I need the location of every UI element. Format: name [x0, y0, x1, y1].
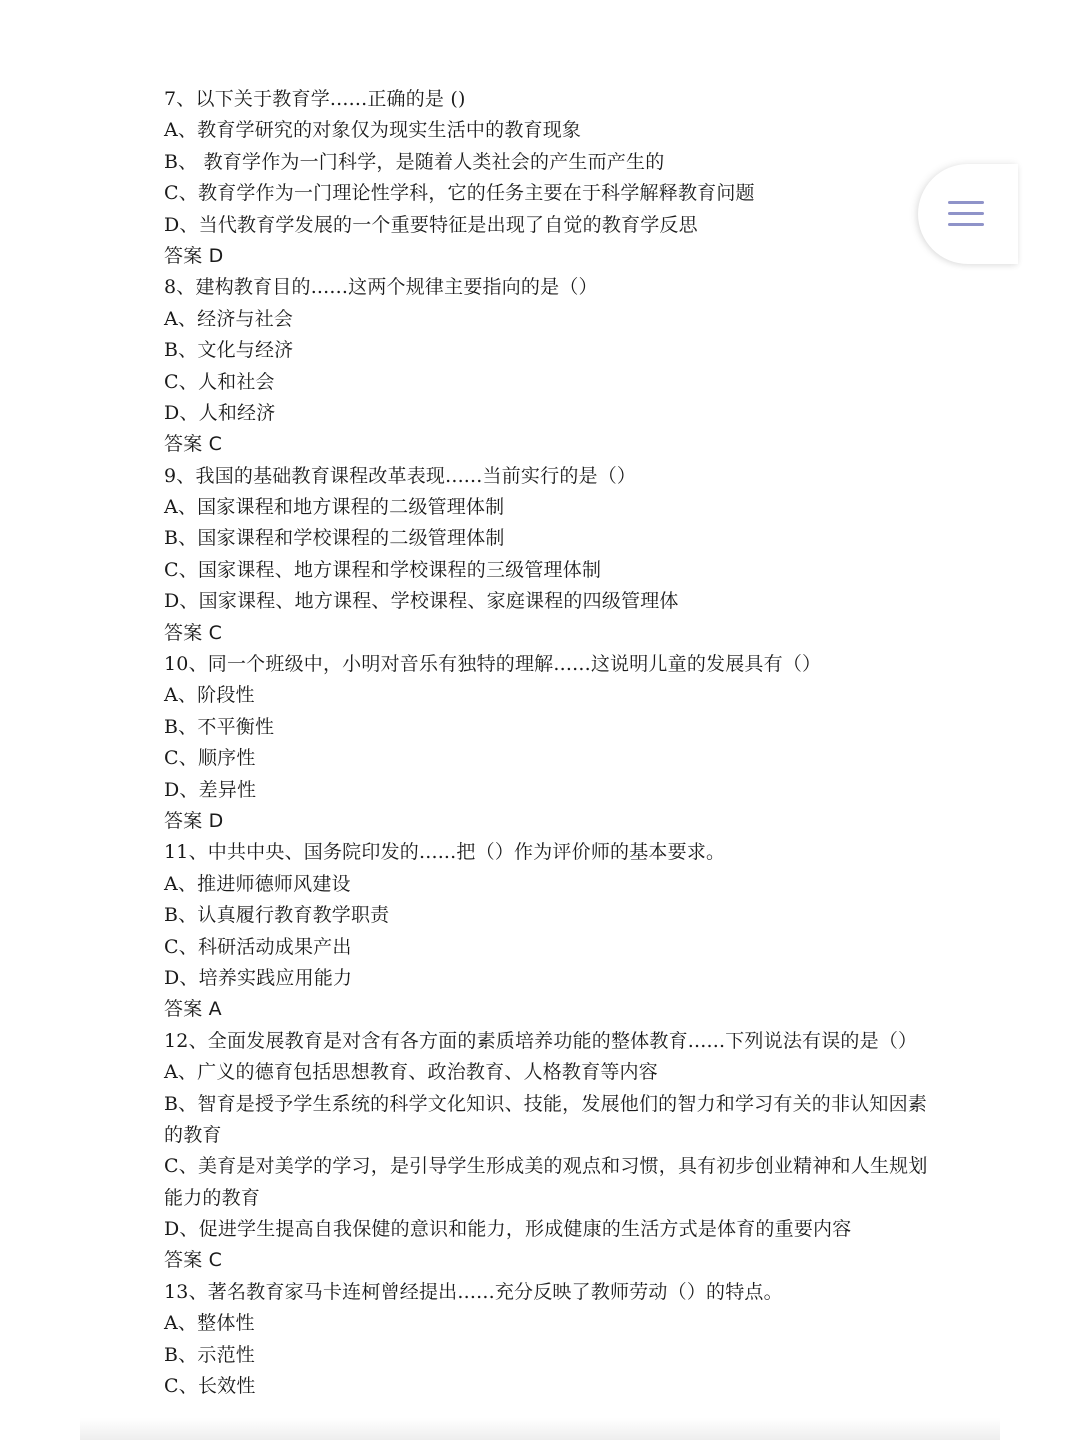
option-line: C、顺序性: [164, 747, 256, 770]
option-line: A、整体性: [164, 1312, 255, 1335]
answer-line: 答案 C: [164, 621, 223, 644]
option-line: A、经济与社会: [164, 307, 294, 330]
option-line: B、智育是授予学生系统的科学文化知识、技能，发展他们的智力和学习有关的非认知因素: [164, 1092, 927, 1115]
option-line: D、培养实践应用能力: [164, 966, 353, 989]
question-line: 11、中共中央、国务院印发的......把（）作为评价师的基本要求。: [164, 841, 726, 864]
question-line: 10、同一个班级中，小明对音乐有独特的理解......这说明儿童的发展具有（）: [164, 653, 822, 676]
option-line: C、人和社会: [164, 370, 275, 393]
answer-line: 答案 C: [164, 1249, 223, 1272]
option-line: D、国家课程、地方课程、学校课程、家庭课程的四级管理体: [164, 590, 679, 613]
option-line: B、认真履行教育教学职责: [164, 904, 390, 927]
answer-line: 答案 C: [164, 433, 223, 456]
option-line: A、广义的德育包括思想教育、政治教育、人格教育等内容: [164, 1061, 658, 1084]
answer-line: 答案 D: [164, 244, 224, 267]
answer-line: 答案 D: [164, 809, 224, 832]
option-line: 的教育: [164, 1123, 222, 1146]
hamburger-menu-icon: [948, 199, 984, 229]
option-line: C、科研活动成果产出: [164, 935, 352, 958]
option-line: C、美育是对美学的学习，是引导学生形成美的观点和习惯，具有初步创业精神和人生规划: [164, 1155, 928, 1178]
question-line: 13、著名教育家马卡连柯曾经提出......充分反映了教师劳动（）的特点。: [164, 1280, 783, 1303]
quiz-content: [164, 84, 1004, 1402]
bottom-fade: [80, 1418, 1000, 1440]
option-line: A、推进师德师风建设: [164, 872, 351, 895]
option-line: D、促进学生提高自我保健的意识和能力，形成健康的生活方式是体育的重要内容: [164, 1218, 852, 1241]
option-line: D、人和经济: [164, 401, 276, 424]
option-line: A、教育学研究的对象仅为现实生活中的教育现象: [164, 119, 582, 142]
option-line: B、示范性: [164, 1343, 255, 1366]
option-line: B、国家课程和学校课程的二级管理体制: [164, 527, 505, 550]
question-line: 7、以下关于教育学......正确的是 (): [164, 88, 466, 110]
option-line: C、长效性: [164, 1375, 256, 1398]
option-line: B、不平衡性: [164, 715, 275, 738]
option-line: A、阶段性: [164, 684, 255, 707]
option-line: A、国家课程和地方课程的二级管理体制: [164, 496, 505, 519]
question-line: 12、全面发展教育是对含有各方面的素质培养功能的整体教育......下列说法有误的是（）: [164, 1029, 918, 1052]
option-line: B、文化与经济: [164, 339, 294, 362]
option-line: D、当代教育学发展的一个重要特征是出现了自觉的教育学反思: [164, 213, 698, 236]
option-line: 能力的教育: [164, 1186, 261, 1209]
answer-line: 答案 A: [164, 998, 222, 1021]
question-line: 9、我国的基础教育课程改革表现......当前实行的是（）: [164, 464, 637, 487]
option-line: D、差异性: [164, 778, 257, 801]
floating-menu-button[interactable]: [918, 164, 1018, 264]
option-line: C、教育学作为一门理论性学科，它的任务主要在于科学解释教育问题: [164, 182, 755, 205]
option-line: B、 教育学作为一门科学，是随着人类社会的产生而产生的: [164, 150, 665, 173]
question-line: 8、建构教育目的......这两个规律主要指向的是（）: [164, 276, 598, 299]
option-line: C、国家课程、地方课程和学校课程的三级管理体制: [164, 558, 602, 581]
